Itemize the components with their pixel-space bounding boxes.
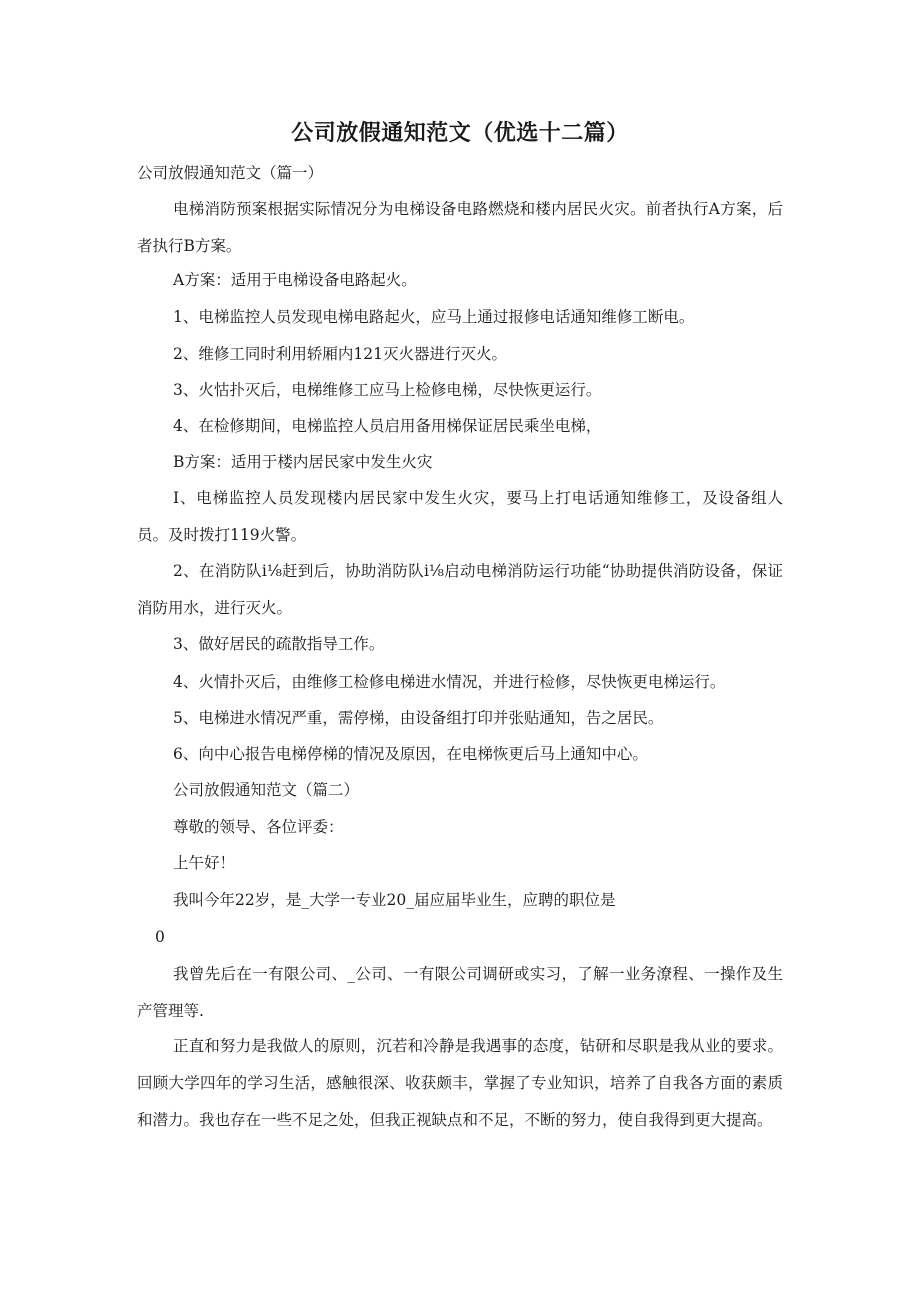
document-title: 公司放假通知范文（优选十二篇） [291,121,629,146]
plan-b-item: 6、向中心报告电梯停梯的情况及原因，在电梯恢更后马上通知中心。 [173,745,648,763]
plan-a-title: A方案：适用于电梯设备电路起火。 [173,271,417,289]
greeting: 上午好！ [173,854,236,872]
salutation: 尊敬的领导、各位评委： [173,818,344,836]
plan-b-item: I、电梯监控人员发现楼内居民家中发生火灾，要马上打电话通知维修工，及设备组人员。及时拨打119火警。 [137,489,783,544]
plan-a-item: 1、电梯监控人员发现电梯电路起火，应马上通过报修电话通知维修工断电。 [173,308,695,326]
plan-b-item: 5、电梯进水情况严重，需停梯，由设备组打印并张贴通知，告之居民。 [173,709,664,727]
section-heading-1: 公司放假通知范文（篇一） [137,164,324,182]
intro-paragraph: 电梯消防预案根据实际情况分为电梯设备电路燃烧和楼内居民火灾。前者执行A方案，后者执行B方案。 [137,200,783,255]
plan-b-item: 2、在消防队i⅛赶到后，协助消防队i⅛启动电梯消防运行功能“协助提供消防设备，保证消防用水，进行灭火。 [137,562,783,617]
character-paragraph: 正直和努力是我做人的原则，沉若和冷静是我遇事的态度，钻研和尽职是我从业的要求。回顾大学四年的学习生活，感触很深、收获颇丰，掌握了专业知识，培养了自我各方面的素质和潜力。我也存在一些不足之处，但我正视缺点和不足，不断的努力，使自我得到更大提高。 [137,1037,783,1129]
plan-a-item: 2、维修工同时利用轿厢内121灭火器进行灭火。 [173,345,507,363]
intro-line: 我叫今年22岁，是_大学一专业20_届应届毕业生，应聘的职位是 [173,891,616,909]
plan-a-item: 3、火怙扑灭后，电梯维修工应马上检修电梯，尽快恢更运行。 [173,381,602,399]
blank-placeholder: 0 [155,928,165,946]
section-heading-2: 公司放假通知范文（篇二） [173,781,360,799]
plan-b-item: 3、做好居民的疏散指导工作。 [173,635,385,653]
experience-paragraph: 我曾先后在一有限公司、_公司、一有限公司调研或实习，了解一业务潦程、一操作及生产管理等. [137,965,783,1020]
plan-b-title: B方案：适用于楼内居民家中发生火灾 [173,453,433,471]
plan-b-item: 4、火情扑灭后，由维修工检修电梯进水情况，并进行检修，尽快恢更电梯运行。 [173,673,726,691]
plan-a-item: 4、在检修期间，电梯监控人员启用备用梯保证居民乘坐电梯， [173,417,602,435]
